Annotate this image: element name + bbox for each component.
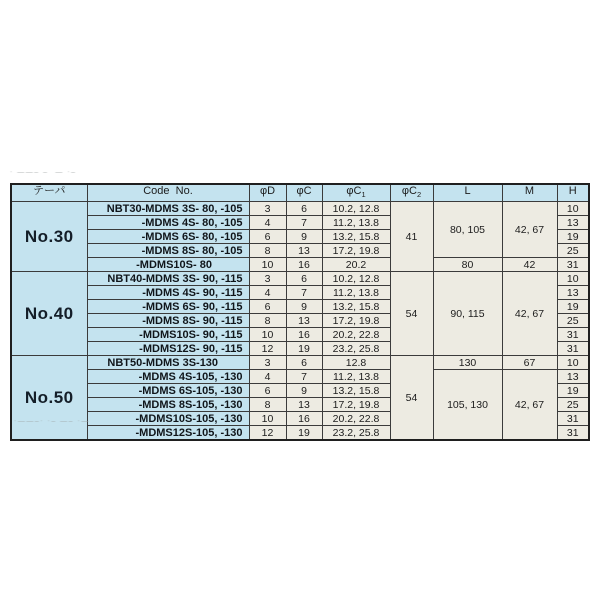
m-cell: 42, 67 — [502, 202, 557, 258]
l-cell: 130 — [433, 356, 502, 370]
table-row — [11, 356, 589, 370]
phi-c-cell: 13 — [286, 398, 322, 412]
code-cell: NBT30-MDMS 3S- 80, -105 — [87, 202, 249, 216]
phi-c1-cell: 10.2, 12.8 — [322, 202, 390, 216]
phi-d-cell: 6 — [249, 300, 286, 314]
code-cell: -MDMS10S- 80 — [87, 258, 249, 272]
code-cell: -MDMS 8S- 80, -105 — [87, 244, 249, 258]
phi-c-cell: 7 — [286, 216, 322, 230]
phi-c1-cell: 10.2, 12.8 — [322, 272, 390, 286]
phi-c-cell: 19 — [286, 342, 322, 356]
h-cell: 10 — [557, 202, 589, 216]
phi-c1-cell: 20.2, 22.8 — [322, 328, 390, 342]
col-header-code-no-label: Code No. — [143, 185, 193, 197]
col-header-phi-c1-sub: 1 — [361, 190, 366, 200]
phi-d-cell: 4 — [249, 216, 286, 230]
code-cell: -MDMS 6S- 90, -115 — [87, 300, 249, 314]
table-row — [11, 258, 589, 272]
phi-c2-cell: 41 — [390, 202, 433, 272]
taper-cell: No.30 — [11, 202, 87, 272]
h-cell: 19 — [557, 384, 589, 398]
h-cell: 13 — [557, 286, 589, 300]
m-cell: 67 — [502, 356, 557, 370]
phi-d-cell: 8 — [249, 314, 286, 328]
phi-c-cell: 9 — [286, 384, 322, 398]
col-header-h-label: H — [568, 185, 577, 197]
phi-d-cell: 6 — [249, 384, 286, 398]
h-cell: 31 — [557, 342, 589, 356]
h-cell: 31 — [557, 328, 589, 342]
phi-c-cell: 9 — [286, 300, 322, 314]
phi-c1-cell: 23.2, 25.8 — [322, 426, 390, 441]
phi-d-cell: 4 — [249, 286, 286, 300]
faint-print-artifact-top: · ——– – — ·– — [10, 169, 77, 176]
h-cell: 25 — [557, 398, 589, 412]
phi-d-cell: 8 — [249, 244, 286, 258]
code-cell: NBT50-MDMS 3S-130 — [87, 356, 249, 370]
phi-c-cell: 6 — [286, 356, 322, 370]
l-cell: 90, 115 — [433, 272, 502, 356]
phi-c1-cell: 13.2, 15.8 — [322, 300, 390, 314]
phi-c1-cell: 11.2, 13.8 — [322, 370, 390, 384]
phi-c1-cell: 11.2, 13.8 — [322, 286, 390, 300]
phi-c2-cell: 54 — [390, 356, 433, 441]
m-cell: 42, 67 — [502, 272, 557, 356]
phi-c1-cell: 20.2 — [322, 258, 390, 272]
phi-d-cell: 10 — [249, 328, 286, 342]
col-header-l — [433, 184, 502, 202]
phi-d-cell: 3 — [249, 272, 286, 286]
h-cell: 25 — [557, 314, 589, 328]
phi-c-cell: 7 — [286, 370, 322, 384]
phi-d-cell: 12 — [249, 342, 286, 356]
faint-print-artifact-bottom: ·——–· ·– —– ·— — [14, 418, 90, 425]
l-cell: 105, 130 — [433, 370, 502, 441]
phi-c-cell: 7 — [286, 286, 322, 300]
taper-cell: No.50 — [11, 356, 87, 441]
col-header-phi-c2 — [390, 184, 433, 202]
taper-cell: No.40 — [11, 272, 87, 356]
phi-c1-cell: 17.2, 19.8 — [322, 398, 390, 412]
h-cell: 31 — [557, 426, 589, 441]
phi-c-cell: 19 — [286, 426, 322, 441]
table-row — [11, 370, 589, 384]
code-cell: NBT40-MDMS 3S- 90, -115 — [87, 272, 249, 286]
h-cell: 13 — [557, 370, 589, 384]
code-cell: -MDMS 4S- 80, -105 — [87, 216, 249, 230]
phi-c-cell: 6 — [286, 272, 322, 286]
h-cell: 13 — [557, 216, 589, 230]
l-cell: 80, 105 — [433, 202, 502, 258]
col-header-phi-c2-sub: 2 — [416, 190, 422, 200]
code-cell: -MDMS10S- 90, -115 — [87, 328, 249, 342]
phi-c-cell: 16 — [286, 258, 322, 272]
h-cell: 31 — [557, 412, 589, 426]
col-header-phi-d — [249, 184, 286, 202]
phi-d-cell: 3 — [249, 202, 286, 216]
phi-d-cell: 3 — [249, 356, 286, 370]
table-header — [11, 184, 589, 202]
col-header-l-label: L — [464, 185, 471, 197]
phi-d-cell: 12 — [249, 426, 286, 441]
m-cell: 42, 67 — [502, 370, 557, 441]
header-row — [11, 184, 589, 202]
code-cell: -MDMS 4S- 90, -115 — [87, 286, 249, 300]
spec-table — [10, 183, 590, 441]
phi-d-cell: 4 — [249, 370, 286, 384]
phi-c1-cell: 12.8 — [322, 356, 390, 370]
phi-c1-cell: 17.2, 19.8 — [322, 314, 390, 328]
code-cell: -MDMS 6S- 80, -105 — [87, 230, 249, 244]
h-cell: 31 — [557, 258, 589, 272]
col-header-phi-c-label: φC — [296, 185, 312, 197]
phi-c1-cell: 20.2, 22.8 — [322, 412, 390, 426]
phi-c1-cell: 13.2, 15.8 — [322, 384, 390, 398]
phi-c1-cell: 17.2, 19.8 — [322, 244, 390, 258]
phi-c-cell: 16 — [286, 412, 322, 426]
col-header-phi-c1 — [322, 184, 390, 202]
col-header-phi-c — [286, 184, 322, 202]
phi-c1-cell: 13.2, 15.8 — [322, 230, 390, 244]
phi-c-cell: 13 — [286, 244, 322, 258]
phi-c-cell: 9 — [286, 230, 322, 244]
phi-c2-cell: 54 — [390, 272, 433, 356]
phi-c1-cell: 23.2, 25.8 — [322, 342, 390, 356]
col-header-taper-label: テーパ — [33, 185, 66, 197]
code-cell: -MDMS12S- 90, -115 — [87, 342, 249, 356]
code-cell: -MDMS 8S- 90, -115 — [87, 314, 249, 328]
table-row — [11, 272, 589, 286]
phi-d-cell: 10 — [249, 258, 286, 272]
l-cell: 80 — [433, 258, 502, 272]
col-header-phi-c1-label: φC — [346, 185, 362, 197]
code-cell: -MDMS 6S-105, -130 — [87, 384, 249, 398]
col-header-code-no — [87, 184, 249, 202]
h-cell: 10 — [557, 356, 589, 370]
h-cell: 25 — [557, 244, 589, 258]
col-header-m-label: M — [524, 185, 535, 197]
phi-c-cell: 6 — [286, 202, 322, 216]
col-header-h — [557, 184, 589, 202]
code-cell: -MDMS 4S-105, -130 — [87, 370, 249, 384]
phi-c1-cell: 11.2, 13.8 — [322, 216, 390, 230]
h-cell: 10 — [557, 272, 589, 286]
phi-d-cell: 10 — [249, 412, 286, 426]
phi-d-cell: 8 — [249, 398, 286, 412]
col-header-phi-c2-label: φC — [401, 185, 417, 197]
phi-c-cell: 16 — [286, 328, 322, 342]
h-cell: 19 — [557, 300, 589, 314]
code-cell: -MDMS10S-105, -130 — [87, 412, 249, 426]
col-header-taper — [11, 184, 87, 202]
phi-d-cell: 6 — [249, 230, 286, 244]
code-cell: -MDMS 8S-105, -130 — [87, 398, 249, 412]
code-cell: -MDMS12S-105, -130 — [87, 426, 249, 441]
h-cell: 19 — [557, 230, 589, 244]
table-body — [11, 202, 589, 441]
table-row — [11, 202, 589, 216]
m-cell: 42 — [502, 258, 557, 272]
col-header-m — [502, 184, 557, 202]
col-header-phi-d-label: φD — [259, 185, 276, 197]
phi-c-cell: 13 — [286, 314, 322, 328]
